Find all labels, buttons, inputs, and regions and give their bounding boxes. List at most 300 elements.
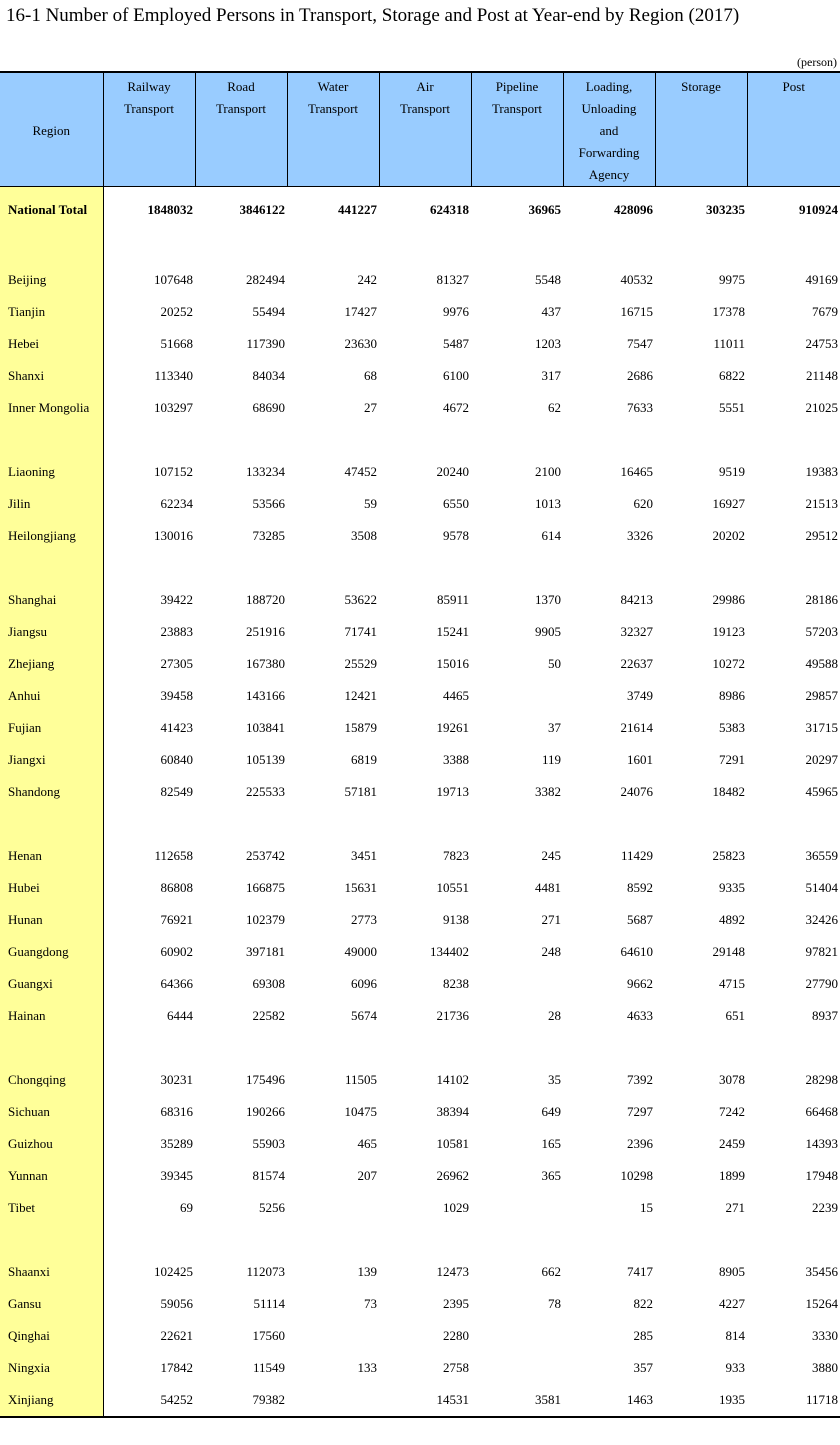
region-cell: Tianjin (0, 296, 103, 328)
value-cell (287, 1192, 379, 1224)
table-body (0, 187, 840, 1418)
region-cell: Heilongjiang (0, 520, 103, 552)
table-row (0, 1000, 840, 1032)
spacer-cell (103, 552, 840, 584)
value-cell: 175496 (246, 1072, 285, 1087)
value-cell: 19261 (436, 720, 469, 735)
table-row (0, 776, 840, 808)
value-cell: 9976 (443, 304, 469, 319)
value-cell: 84213 (620, 592, 653, 607)
value-cell: 253742 (246, 848, 285, 863)
value-cell: 20252 (160, 304, 193, 319)
value-cell: 2100 (535, 464, 561, 479)
column-header (655, 72, 747, 187)
value-cell: 68316 (160, 1104, 193, 1119)
region-cell (0, 232, 103, 264)
value-cell: 97821 (805, 944, 838, 959)
value-cell: 35289 (160, 1136, 193, 1151)
column-header-line: Agency (588, 167, 630, 182)
region-cell (0, 552, 103, 584)
table-row (0, 584, 840, 616)
value-cell: 57181 (344, 784, 377, 799)
value-cell: 23630 (344, 336, 377, 351)
value-cell: 5548 (535, 272, 561, 287)
value-cell: 15241 (436, 624, 469, 639)
value-cell: 3451 (351, 848, 377, 863)
table-row (0, 488, 840, 520)
value-cell: 17948 (805, 1168, 838, 1183)
value-cell: 24076 (620, 784, 653, 799)
value-cell: 14393 (805, 1136, 838, 1151)
value-cell: 30231 (160, 1072, 193, 1087)
value-cell: 3330 (812, 1328, 838, 1343)
value-cell: 5383 (719, 720, 745, 735)
value-cell: 9578 (443, 528, 469, 543)
region-cell: Xinjiang (0, 1384, 103, 1417)
value-cell: 4465 (443, 688, 469, 703)
value-cell: 15016 (436, 656, 469, 671)
value-cell: 6096 (351, 976, 377, 991)
spacer-cell (103, 1224, 840, 1256)
region-cell: Inner Mongolia (0, 392, 103, 424)
region-cell: Tibet (0, 1192, 103, 1224)
value-cell: 73285 (252, 528, 285, 543)
value-cell: 1463 (563, 1384, 655, 1417)
value-cell: 6819 (351, 752, 377, 767)
value-cell: 117390 (246, 336, 285, 351)
value-cell: 37 (548, 720, 561, 735)
spacer-row (0, 552, 840, 584)
value-cell: 14102 (436, 1072, 469, 1087)
table-row (0, 264, 840, 296)
value-cell: 190266 (246, 1104, 285, 1119)
value-cell: 245 (541, 848, 561, 863)
value-cell: 2396 (627, 1136, 653, 1151)
region-cell: Ningxia (0, 1352, 103, 1384)
region-cell: Hebei (0, 328, 103, 360)
value-cell: 22582 (252, 1008, 285, 1023)
value-cell: 5674 (351, 1008, 377, 1023)
value-cell: 357 (633, 1360, 653, 1375)
value-cell: 36965 (528, 201, 561, 217)
spacer-cell (103, 808, 840, 840)
table-row (0, 1096, 840, 1128)
value-cell: 8238 (443, 976, 469, 991)
value-cell: 25823 (712, 848, 745, 863)
column-header-line: Water (317, 79, 349, 94)
value-cell (471, 680, 563, 712)
region-cell: Liaoning (0, 456, 103, 488)
value-cell: 16927 (712, 496, 745, 511)
table-row (0, 456, 840, 488)
table-row (0, 392, 840, 424)
value-cell: 2686 (627, 368, 653, 383)
value-cell: 8937 (812, 1008, 838, 1023)
value-cell: 2395 (443, 1296, 469, 1311)
value-cell: 271 (541, 912, 561, 927)
value-cell: 5687 (627, 912, 653, 927)
column-header-line: Storage (681, 79, 721, 94)
value-cell: 6822 (719, 368, 745, 383)
value-cell: 2773 (351, 912, 377, 927)
value-cell: 133234 (246, 464, 285, 479)
value-cell: 9905 (535, 624, 561, 639)
value-cell: 7823 (443, 848, 469, 863)
value-cell: 166875 (246, 880, 285, 895)
value-cell: 1370 (535, 592, 561, 607)
value-cell: 365 (541, 1168, 561, 1183)
value-cell: 614 (541, 528, 561, 543)
value-cell: 7547 (627, 336, 653, 351)
value-cell: 12421 (344, 688, 377, 703)
value-cell: 31715 (805, 720, 838, 735)
value-cell: 6100 (443, 368, 469, 383)
value-cell: 3382 (535, 784, 561, 799)
value-cell: 4633 (627, 1008, 653, 1023)
table-row (0, 328, 840, 360)
value-cell: 73 (364, 1296, 377, 1311)
value-cell: 60840 (160, 752, 193, 767)
column-header-line: Transport (123, 101, 175, 116)
table-row (0, 616, 840, 648)
value-cell: 29148 (712, 944, 745, 959)
value-cell: 15 (640, 1200, 653, 1215)
value-cell: 17842 (160, 1360, 193, 1375)
value-cell: 69 (180, 1200, 193, 1215)
column-header (563, 72, 655, 187)
value-cell: 85911 (436, 592, 469, 607)
value-cell: 2758 (443, 1360, 469, 1375)
value-cell: 62234 (160, 496, 193, 511)
table-row (0, 968, 840, 1000)
value-cell: 68 (364, 368, 377, 383)
value-cell: 3880 (812, 1360, 838, 1375)
region-cell (0, 424, 103, 456)
value-cell: 4227 (719, 1296, 745, 1311)
value-cell: 271 (725, 1200, 745, 1215)
value-cell: 3581 (471, 1384, 563, 1417)
value-cell: 165 (541, 1136, 561, 1151)
value-cell: 5551 (719, 400, 745, 415)
value-cell: 107648 (154, 272, 193, 287)
region-cell: Shandong (0, 776, 103, 808)
value-cell: 25529 (344, 656, 377, 671)
value-cell: 624318 (430, 201, 469, 217)
value-cell: 112658 (154, 848, 193, 863)
value-cell: 465 (357, 1136, 377, 1151)
table-row (0, 904, 840, 936)
value-cell: 32327 (620, 624, 653, 639)
column-header-line: Loading, (585, 79, 633, 94)
value-cell (287, 1384, 379, 1417)
column-header (747, 72, 840, 187)
value-cell: 51668 (160, 336, 193, 351)
region-cell: Guangdong (0, 936, 103, 968)
value-cell: 2459 (719, 1136, 745, 1151)
column-header-line: Transport (215, 101, 267, 116)
region-cell: Qinghai (0, 1320, 103, 1352)
table-row (0, 1288, 840, 1320)
column-header (195, 72, 287, 187)
value-cell: 4715 (719, 976, 745, 991)
value-cell: 24753 (805, 336, 838, 351)
value-cell: 54252 (103, 1384, 195, 1417)
value-cell: 428096 (614, 201, 653, 217)
value-cell: 9335 (719, 880, 745, 895)
value-cell: 20202 (712, 528, 745, 543)
value-cell: 7291 (719, 752, 745, 767)
spacer-cell (103, 424, 840, 456)
region-cell: Sichuan (0, 1096, 103, 1128)
value-cell: 28298 (805, 1072, 838, 1087)
value-cell: 822 (633, 1296, 653, 1311)
value-cell: 7417 (627, 1264, 653, 1279)
value-cell: 18482 (712, 784, 745, 799)
value-cell: 167380 (246, 656, 285, 671)
value-cell: 36559 (805, 848, 838, 863)
column-header (379, 72, 471, 187)
region-cell: Hunan (0, 904, 103, 936)
value-cell: 19123 (712, 624, 745, 639)
value-cell: 3388 (443, 752, 469, 767)
value-cell: 40532 (620, 272, 653, 287)
value-cell: 3749 (627, 688, 653, 703)
table-row (0, 712, 840, 744)
column-header-line: Unloading (581, 101, 637, 116)
value-cell: 1899 (719, 1168, 745, 1183)
value-cell: 9975 (719, 272, 745, 287)
value-cell: 55903 (252, 1136, 285, 1151)
column-header-line: Transport (307, 101, 359, 116)
table-row (0, 840, 840, 872)
value-cell: 285 (633, 1328, 653, 1343)
value-cell: 81327 (436, 272, 469, 287)
value-cell: 26962 (436, 1168, 469, 1183)
value-cell: 79382 (195, 1384, 287, 1417)
value-cell: 21148 (805, 368, 838, 383)
value-cell: 7679 (812, 304, 838, 319)
value-cell: 3508 (351, 528, 377, 543)
region-cell: Guangxi (0, 968, 103, 1000)
column-header-line: Post (782, 79, 805, 94)
value-cell: 12473 (436, 1264, 469, 1279)
value-cell: 242 (357, 272, 377, 287)
region-cell: Shaanxi (0, 1256, 103, 1288)
value-cell: 27305 (160, 656, 193, 671)
value-cell: 102425 (154, 1264, 193, 1279)
spacer-row (0, 1224, 840, 1256)
value-cell: 4672 (443, 400, 469, 415)
value-cell: 11505 (344, 1072, 377, 1087)
region-cell (0, 1224, 103, 1256)
value-cell: 7242 (719, 1104, 745, 1119)
value-cell: 16715 (620, 304, 653, 319)
value-cell: 441227 (338, 201, 377, 217)
region-cell: Jiangsu (0, 616, 103, 648)
value-cell: 7297 (627, 1104, 653, 1119)
region-column-header: Region (0, 72, 103, 187)
data-table (0, 71, 840, 1418)
value-cell: 1935 (655, 1384, 747, 1417)
column-header-line: Air (416, 79, 434, 94)
value-cell: 134402 (430, 944, 469, 959)
value-cell: 11011 (713, 336, 745, 351)
value-cell: 21025 (805, 400, 838, 415)
value-cell: 10298 (620, 1168, 653, 1183)
value-cell: 39422 (160, 592, 193, 607)
value-cell: 112073 (246, 1264, 285, 1279)
value-cell: 19383 (805, 464, 838, 479)
column-header-line: Forwarding (578, 145, 640, 160)
value-cell: 62 (548, 400, 561, 415)
value-cell: 119 (541, 752, 561, 767)
value-cell: 15631 (344, 880, 377, 895)
region-cell: Guizhou (0, 1128, 103, 1160)
value-cell: 32426 (805, 912, 838, 927)
spacer-row (0, 424, 840, 456)
value-cell: 1601 (627, 752, 653, 767)
value-cell: 17378 (712, 304, 745, 319)
table-row (0, 1160, 840, 1192)
value-cell: 8592 (627, 880, 653, 895)
region-cell: Yunnan (0, 1160, 103, 1192)
value-cell: 19713 (436, 784, 469, 799)
value-cell: 49588 (805, 656, 838, 671)
value-cell: 1029 (443, 1200, 469, 1215)
value-cell: 20240 (436, 464, 469, 479)
table-row (0, 360, 840, 392)
value-cell: 9519 (719, 464, 745, 479)
region-cell: Jiangxi (0, 744, 103, 776)
table-row (0, 1192, 840, 1224)
table-row (0, 744, 840, 776)
value-cell: 71741 (344, 624, 377, 639)
region-cell: Chongqing (0, 1064, 103, 1096)
region-cell: Fujian (0, 712, 103, 744)
value-cell: 107152 (154, 464, 193, 479)
value-cell: 39345 (160, 1168, 193, 1183)
table-row (0, 1064, 840, 1096)
value-cell: 4892 (719, 912, 745, 927)
header-row (0, 72, 840, 187)
value-cell: 3078 (719, 1072, 745, 1087)
value-cell: 11718 (747, 1384, 840, 1417)
value-cell: 45965 (805, 784, 838, 799)
value-cell (471, 1320, 563, 1352)
column-header-line: Road (227, 79, 255, 94)
value-cell: 225533 (246, 784, 285, 799)
value-cell: 21736 (436, 1008, 469, 1023)
value-cell: 20297 (805, 752, 838, 767)
value-cell: 248 (541, 944, 561, 959)
region-cell: Jilin (0, 488, 103, 520)
value-cell: 17427 (344, 304, 377, 319)
value-cell: 188720 (246, 592, 285, 607)
value-cell: 6550 (443, 496, 469, 511)
value-cell: 41423 (160, 720, 193, 735)
region-cell: Anhui (0, 680, 103, 712)
value-cell: 5487 (443, 336, 469, 351)
value-cell: 105139 (246, 752, 285, 767)
value-cell: 22621 (160, 1328, 193, 1343)
region-cell: Beijing (0, 264, 103, 296)
value-cell: 51114 (253, 1296, 285, 1311)
value-cell: 29512 (805, 528, 838, 543)
column-header (287, 72, 379, 187)
value-cell: 1848032 (147, 201, 193, 217)
value-cell: 207 (357, 1168, 377, 1183)
value-cell: 8986 (719, 688, 745, 703)
value-cell: 2239 (812, 1200, 838, 1215)
value-cell: 81574 (252, 1168, 285, 1183)
column-header-line: Railway (127, 79, 171, 94)
value-cell: 57203 (805, 624, 838, 639)
value-cell: 64366 (160, 976, 193, 991)
value-cell: 130016 (154, 528, 193, 543)
table-row (0, 872, 840, 904)
value-cell: 55494 (252, 304, 285, 319)
value-cell: 17560 (252, 1328, 285, 1343)
table-row (0, 296, 840, 328)
value-cell: 620 (633, 496, 653, 511)
value-cell: 64610 (620, 944, 653, 959)
value-cell: 59 (364, 496, 377, 511)
table-row (0, 1128, 840, 1160)
value-cell: 59056 (160, 1296, 193, 1311)
value-cell: 10272 (712, 656, 745, 671)
region-cell: Shanxi (0, 360, 103, 392)
spacer-row (0, 1032, 840, 1064)
value-cell: 22637 (620, 656, 653, 671)
table-row (0, 520, 840, 552)
value-cell: 86808 (160, 880, 193, 895)
value-cell: 282494 (246, 272, 285, 287)
column-header-line: Pipeline (495, 79, 539, 94)
value-cell: 35456 (805, 1264, 838, 1279)
value-cell: 28186 (805, 592, 838, 607)
value-cell: 14531 (379, 1384, 471, 1417)
region-cell: National Total (0, 187, 103, 233)
value-cell: 16465 (620, 464, 653, 479)
value-cell: 303235 (706, 201, 745, 217)
value-cell: 53622 (344, 592, 377, 607)
region-cell: Hubei (0, 872, 103, 904)
value-cell: 78 (548, 1296, 561, 1311)
value-cell: 651 (725, 1008, 745, 1023)
spacer-row (0, 232, 840, 264)
column-header-line: and (599, 123, 619, 138)
value-cell: 6444 (167, 1008, 193, 1023)
value-cell: 82549 (160, 784, 193, 799)
page-title: 16-1 Number of Employed Persons in Transport, Storage and Post at Year-end by Region (2017) (6, 5, 740, 26)
table-row (0, 1352, 840, 1384)
value-cell: 9662 (627, 976, 653, 991)
value-cell: 7392 (627, 1072, 653, 1087)
value-cell: 133 (357, 1360, 377, 1375)
region-cell: Zhejiang (0, 648, 103, 680)
spacer-cell (103, 1032, 840, 1064)
value-cell: 662 (541, 1264, 561, 1279)
value-cell: 27790 (805, 976, 838, 991)
spacer-cell (103, 232, 840, 264)
value-cell: 35 (548, 1072, 561, 1087)
region-cell: Henan (0, 840, 103, 872)
value-cell: 69308 (252, 976, 285, 991)
table-row (0, 1384, 840, 1417)
region-cell: Shanghai (0, 584, 103, 616)
value-cell: 10581 (436, 1136, 469, 1151)
value-cell: 5256 (259, 1200, 285, 1215)
